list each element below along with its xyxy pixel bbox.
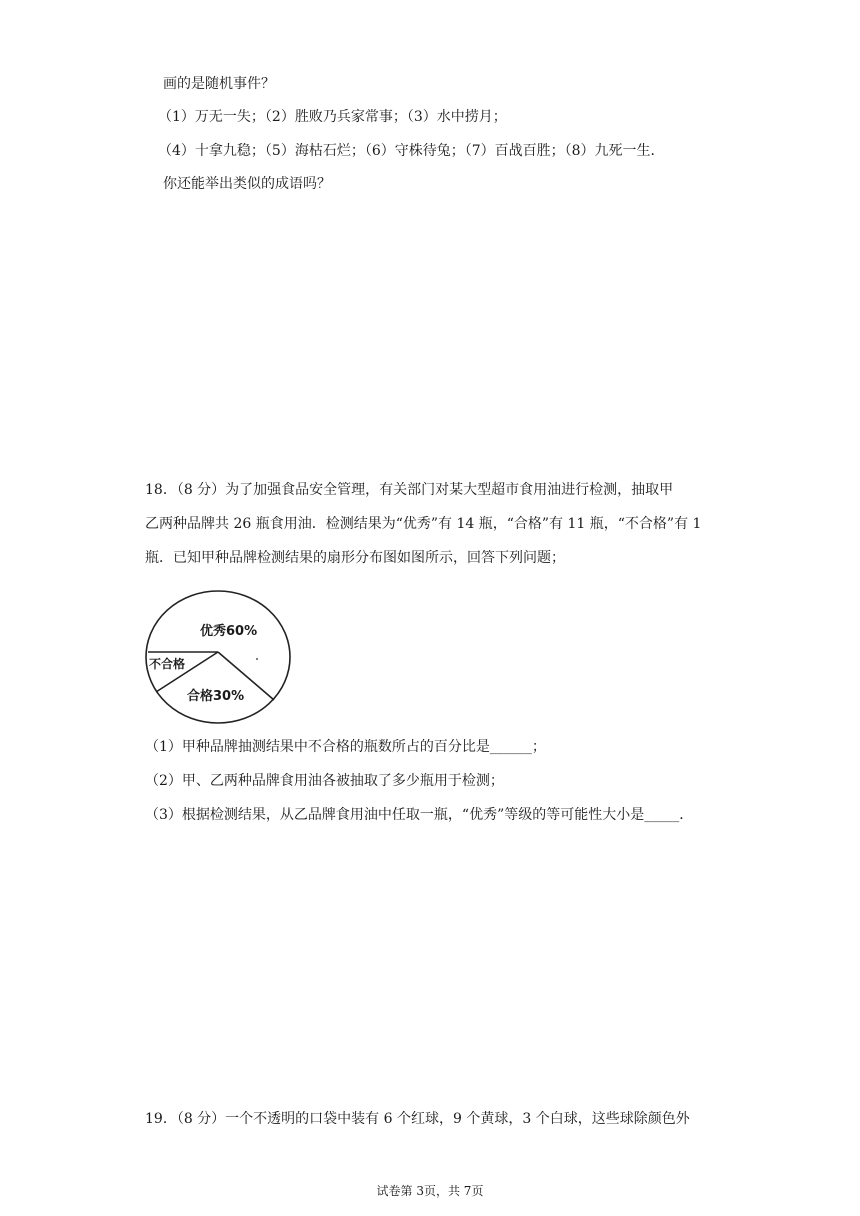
q17-followup: 你还能举出类似的成语吗？	[163, 176, 331, 192]
q18-stem-line2: 乙两种品牌共 26 瓶食用油．检测结果为“优秀”有 14 瓶，“合格”有 11 瓶，“不合格”有 1	[145, 516, 702, 532]
q18-subquestion-2: （2）甲、乙两种品牌食用油各被抽取了多少瓶用于检测；	[145, 773, 504, 789]
q17-options-line2: （4）十拿九稳；（5）海枯石烂；（6）守株待兔；（7）百战百胜；（8）九死一生．	[158, 143, 665, 159]
pie-label-unqualified: 不合格	[149, 657, 186, 671]
q17-intro: 画的是随机事件？	[163, 76, 275, 92]
q19-stem-line1: 19．（8 分）一个不透明的口袋中装有 6 个红球，9 个黄球，3 个白球，这些球除颜色外	[145, 1111, 690, 1127]
pie-label-excellent: 优秀60%	[200, 624, 258, 639]
page-footer: 试卷第 3页，共 7页	[376, 1184, 484, 1198]
pie-dot	[256, 658, 258, 660]
q18-subquestion-3: （3）根据检测结果，从乙品牌食用油中任取一瓶，“优秀”等级的等可能性大小是_____．	[145, 807, 694, 823]
q18-stem-line1: 18．（8 分）为了加强食品安全管理，有关部门对某大型超市食用油进行检测，抽取甲	[145, 482, 674, 498]
pie-label-qualified: 合格30%	[187, 689, 245, 704]
q17-options-line1: （1）万无一失；（2）胜败乃兵家常事；（3）水中捞月；	[158, 109, 507, 125]
q18-subquestion-1: （1）甲种品牌抽测结果中不合格的瓶数所占的百分比是______；	[145, 739, 546, 755]
q18-stem-line3: 瓶．已知甲种品牌检测结果的扇形分布图如图所示，回答下列问题；	[145, 550, 565, 566]
pie-chart	[145, 590, 293, 726]
